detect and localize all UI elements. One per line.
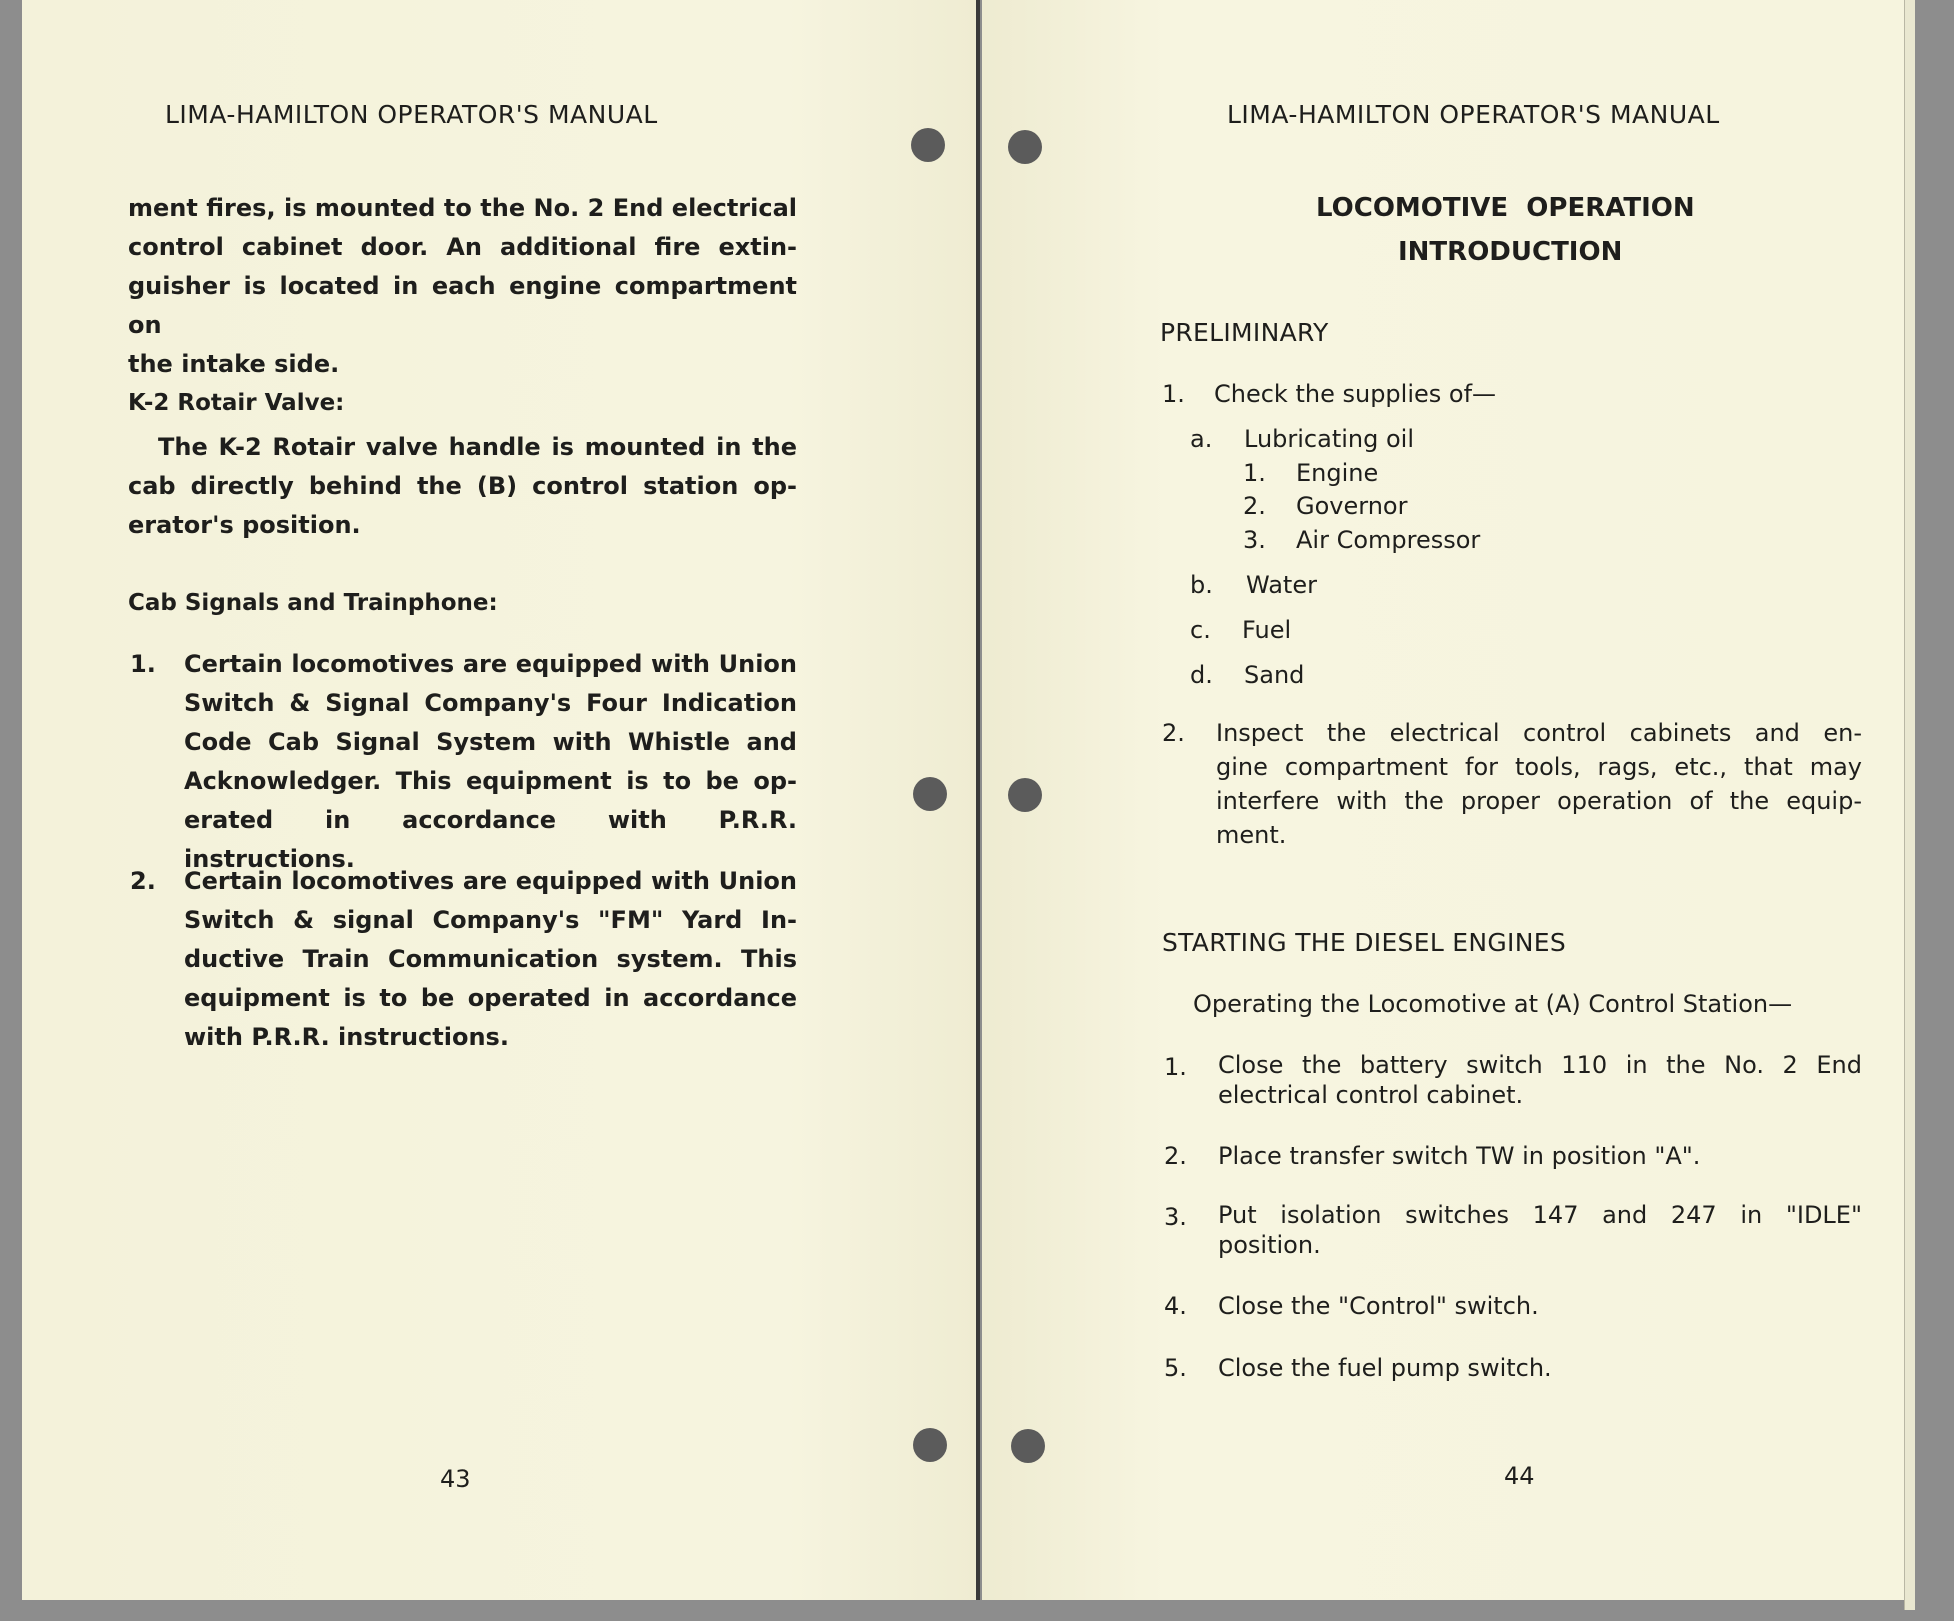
sub-number: 3. (1243, 526, 1266, 554)
step-text (1218, 1200, 1862, 1260)
step-number: 4. (1164, 1292, 1187, 1320)
text-line: Put isolation switches 147 and 247 in "IDLE" (1218, 1201, 1862, 1229)
text-line: Certain locomotives are equipped with Union (184, 650, 797, 678)
text-line: erated in accordance with P.R.R. instructions. (184, 806, 797, 873)
item-number: 1. (1162, 380, 1185, 408)
section-subtitle: INTRODUCTION (1398, 237, 1623, 267)
text-line: equipment is to be operated in accordance (184, 984, 797, 1012)
text-line: Switch & Signal Company's Four Indication (184, 689, 797, 717)
preliminary-heading: PRELIMINARY (1160, 318, 1329, 347)
text-line: The K-2 Rotair valve handle is mounted in the (158, 433, 797, 461)
sub-label: Engine (1296, 459, 1379, 487)
step-text (1218, 1139, 1862, 1173)
step-5 (1164, 1351, 1862, 1387)
sub-number: 1. (1243, 459, 1266, 487)
sub-number: 2. (1243, 492, 1266, 520)
text-line: control cabinet door. An additional fire extin- (128, 233, 797, 261)
cab-signals-heading: Cab Signals and Trainphone: (128, 590, 498, 616)
supply-letter: c. (1190, 616, 1211, 644)
text-line: ment. (1216, 821, 1287, 849)
supply-letter: b. (1190, 571, 1213, 599)
operating-line: Operating the Locomotive at (A) Control Station— (1193, 990, 1793, 1018)
intro-paragraph (128, 189, 797, 384)
step-text (1218, 1050, 1862, 1110)
text-line: ductive Train Communication system. This (184, 945, 797, 973)
item-text (184, 645, 797, 879)
step-number: 5. (1164, 1354, 1187, 1382)
binder-hole (1008, 130, 1042, 164)
step-text (1218, 1351, 1862, 1385)
supply-letter: a. (1190, 425, 1213, 453)
sub-label: Air Compressor (1296, 526, 1481, 554)
right-running-header: LIMA-HAMILTON OPERATOR'S MANUAL (1227, 100, 1720, 129)
item-number: 2. (130, 867, 156, 895)
text-line: the intake side. (128, 350, 340, 378)
step-2 (1164, 1139, 1862, 1175)
binder-hole (1008, 778, 1042, 812)
item-text (184, 862, 797, 1057)
binder-hole (913, 777, 947, 811)
item-text (1216, 716, 1862, 852)
k2-paragraph (128, 428, 797, 545)
supply-label: Fuel (1242, 616, 1292, 644)
page-edge (1904, 0, 1915, 1610)
supply-label: Lubricating oil (1244, 425, 1415, 453)
inspect-item (1162, 716, 1862, 856)
binder-hole (913, 1428, 947, 1462)
k2-heading: K-2 Rotair Valve: (128, 390, 345, 416)
text-line: electrical control cabinet. (1218, 1081, 1524, 1109)
left-running-header: LIMA-HAMILTON OPERATOR'S MANUAL (165, 100, 658, 129)
section-title: LOCOMOTIVE OPERATION (1316, 193, 1695, 223)
binder-hole (911, 128, 945, 162)
step-number: 3. (1164, 1203, 1187, 1231)
supplies-intro: Check the supplies of— (1214, 380, 1497, 408)
text-line: Certain locomotives are equipped with Union (184, 867, 797, 895)
sub-label: Governor (1296, 492, 1408, 520)
step-1 (1164, 1050, 1862, 1120)
text-line: gine compartment for tools, rags, etc., that may (1216, 753, 1862, 781)
text-line: position. (1218, 1231, 1321, 1259)
item-number: 2. (1162, 719, 1185, 747)
right-page-number: 44 (1504, 1462, 1535, 1490)
text-line: ment fires, is mounted to the No. 2 End electrical (128, 194, 797, 222)
supply-label: Water (1246, 571, 1317, 599)
supply-label: Sand (1244, 661, 1305, 689)
text-line: guisher is located in each engine compartment on (128, 272, 797, 339)
step-3 (1164, 1200, 1862, 1270)
text-line: Acknowledger. This equipment is to be op- (184, 767, 797, 795)
text-line: erator's position. (128, 511, 361, 539)
text-line: Place transfer switch TW in position "A". (1218, 1142, 1701, 1170)
step-number: 1. (1164, 1053, 1187, 1081)
text-line: Switch & signal Company's "FM" Yard In- (184, 906, 797, 934)
text-line: Inspect the electrical control cabinets and en- (1216, 719, 1862, 747)
cab-item-1 (130, 645, 797, 873)
step-4 (1164, 1289, 1862, 1325)
item-number: 1. (130, 650, 156, 678)
binding-gutter (976, 0, 980, 1600)
starting-heading: STARTING THE DIESEL ENGINES (1162, 928, 1566, 957)
text-line: Close the "Control" switch. (1218, 1292, 1539, 1320)
step-text (1218, 1289, 1862, 1323)
text-line: Code Cab Signal System with Whistle and (184, 728, 797, 756)
cab-item-2 (130, 862, 797, 1062)
text-line: Close the fuel pump switch. (1218, 1354, 1552, 1382)
step-number: 2. (1164, 1142, 1187, 1170)
binder-hole (1011, 1429, 1045, 1463)
text-line: interfere with the proper operation of the equip- (1216, 787, 1862, 815)
left-page-number: 43 (440, 1465, 471, 1493)
text-line: cab directly behind the (B) control station op- (128, 472, 797, 500)
text-line: Close the battery switch 110 in the No. 2 End (1218, 1051, 1862, 1079)
text-line: with P.R.R. instructions. (184, 1023, 509, 1051)
supply-letter: d. (1190, 661, 1213, 689)
